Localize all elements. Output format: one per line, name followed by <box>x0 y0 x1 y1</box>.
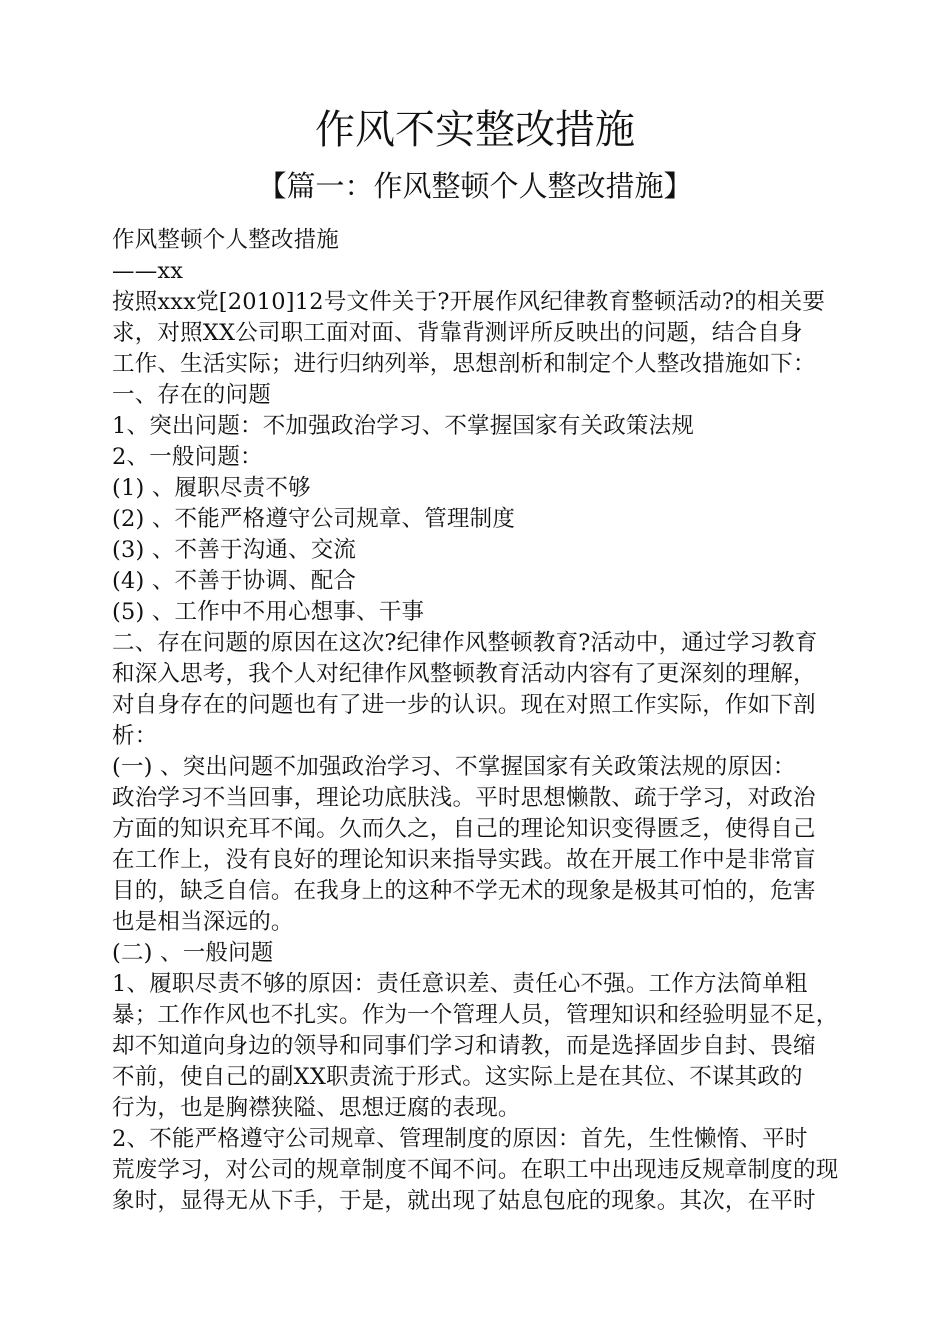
text-line: 析： <box>112 723 158 749</box>
text-line: 一、存在的问题 <box>112 382 271 408</box>
text-line: 却不知道向身边的领导和同事们学习和请教，而是选择固步自封、畏缩 <box>112 1033 816 1059</box>
text-line: 二、存在问题的原因在这次?纪律作风整顿教育?活动中，通过学习教育 <box>112 630 818 656</box>
text-line: 工作、生活实际；进行归纳列举，思想剖析和制定个人整改措施如下： <box>112 351 816 377</box>
document-title: 作风不实整改措施 <box>315 107 635 153</box>
text-line: 作风整顿个人整改措施 <box>112 227 340 253</box>
text-line: (一) 、突出问题不加强政治学习、不掌握国家有关政策法规的原因： <box>112 754 796 780</box>
text-line: (3) 、不善于沟通、交流 <box>112 537 357 563</box>
text-line: 1、履职尽责不够的原因：责任意识差、责任心不强。工作方法简单粗 <box>112 971 808 997</box>
text-line: 荒废学习，对公司的规章制度不闻不问。在职工中出现违反规章制度的现 <box>112 1157 839 1183</box>
text-line: 按照xxx党[2010]12号文件关于?开展作风纪律教育整顿活动?的相关要 <box>112 289 826 315</box>
text-line: 求，对照XX公司职工面对面、背靠背测评所反映出的问题，结合自身 <box>112 320 803 346</box>
text-line: 2、不能严格遵守公司规章、管理制度的原因：首先，生性懒惰、平时 <box>112 1126 808 1152</box>
text-line: 行为，也是胸襟狭隘、思想迂腐的表现。 <box>112 1095 521 1121</box>
text-line: 象时，显得无从下手，于是，就出现了姑息包庇的现象。其次，在平时 <box>112 1188 816 1214</box>
text-line: (4) 、不善于协调、配合 <box>112 568 357 594</box>
text-line: 暴；工作作风也不扎实。作为一个管理人员，管理知识和经验明显不足， <box>112 1002 839 1028</box>
text-line: 1、突出问题：不加强政治学习、不掌握国家有关政策法规 <box>112 413 695 439</box>
text-line: ——xx <box>112 258 184 284</box>
document-body <box>112 225 857 1217</box>
text-line: 不前，使自己的副XX职责流于形式。这实际上是在其位、不谋其政的 <box>112 1064 803 1090</box>
text-line: 在工作上，没有良好的理论知识来指导实践。故在开展工作中是非常盲 <box>112 847 816 873</box>
text-line: (2) 、不能严格遵守公司规章、管理制度 <box>112 506 516 532</box>
text-line: (1) 、履职尽责不够 <box>112 475 311 501</box>
text-line: 方面的知识充耳不闻。久而久之，自己的理论知识变得匮乏，使得自己 <box>112 816 816 842</box>
section-heading: 【篇一：作风整顿个人整改措施】 <box>257 169 693 203</box>
text-line: 也是相当深远的。 <box>112 909 294 935</box>
text-line: 和深入思考，我个人对纪律作风整顿教育活动内容有了更深刻的理解， <box>112 661 816 687</box>
text-line: 2、一般问题： <box>112 444 263 470</box>
text-line: 对自身存在的问题也有了进一步的认识。现在对照工作实际，作如下剖 <box>112 692 816 718</box>
text-line: (二) 、一般问题 <box>112 940 274 966</box>
text-line: 目的，缺乏自信。在我身上的这种不学无术的现象是极其可怕的，危害 <box>112 878 816 904</box>
text-line: 政治学习不当回事，理论功底肤浅。平时思想懒散、疏于学习，对政治 <box>112 785 816 811</box>
text-line: (5) 、工作中不用心想事、干事 <box>112 599 425 625</box>
